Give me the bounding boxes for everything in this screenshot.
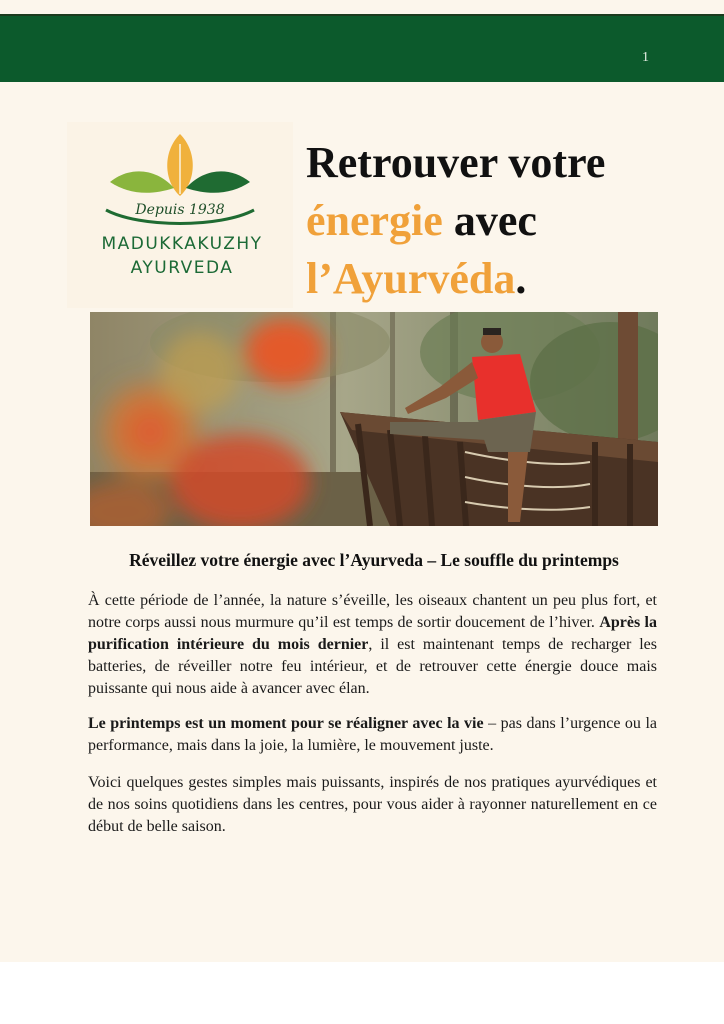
title-highlight-energie: énergie bbox=[306, 196, 443, 245]
brand-name: MADUKKAKUZHY bbox=[101, 234, 263, 254]
title-line-2 bbox=[306, 192, 686, 250]
page-number: 1 bbox=[642, 50, 649, 65]
article-paragraph-1 bbox=[88, 590, 657, 700]
article-paragraph-2 bbox=[88, 713, 657, 757]
man-stretching-photo bbox=[90, 312, 658, 526]
page-title bbox=[306, 134, 686, 308]
article-paragraph-3: Voici quelques gestes simples mais puissants, inspirés de nos pratiques ayurvédiques et de nos soins quotidiens dans les centres, pour vous aider à rayonner naturellement en ce début de belle saison. bbox=[88, 774, 657, 835]
logo-tagline: Depuis 1938 bbox=[135, 202, 225, 218]
p2-text: – pas dans l’urgence ou la performance, mais dans la joie, la lumière, le mouvement juste. bbox=[88, 715, 657, 754]
title-highlight-ayurveda: l’Ayurvéda bbox=[306, 254, 516, 303]
title-line-1: Retrouver votre bbox=[306, 138, 606, 187]
p1-text-a: À cette période de l’année, la nature s’éveille, les oiseaux chantent un peu plus fort, et notre corps aussi nous murmure qu’il est temps de sortir doucement de l’hiver. bbox=[88, 592, 657, 631]
title-line-3-rest: . bbox=[515, 254, 527, 303]
title-line-3 bbox=[306, 250, 686, 308]
header-bar bbox=[0, 16, 724, 82]
p2-bold: Le printemps est un moment pour se réaligner avec la vie bbox=[88, 715, 484, 732]
brand-subtitle: AYURVEDA bbox=[130, 258, 234, 278]
leaf-logo-icon bbox=[100, 130, 260, 230]
title-line-2-rest: avec bbox=[442, 196, 537, 245]
article-heading: Réveillez votre énergie avec l’Ayurveda – Le souffle du printemps bbox=[129, 550, 619, 570]
p1-bold: Après la purification intérieure du mois dernier bbox=[88, 614, 658, 653]
p1-text-b: , il est maintenant temps de recharger les batteries, de réveiller notre feu intérieur, et de retrouver cette énergie douce mais puissante qui nous aide à avancer avec élan. bbox=[88, 636, 657, 697]
